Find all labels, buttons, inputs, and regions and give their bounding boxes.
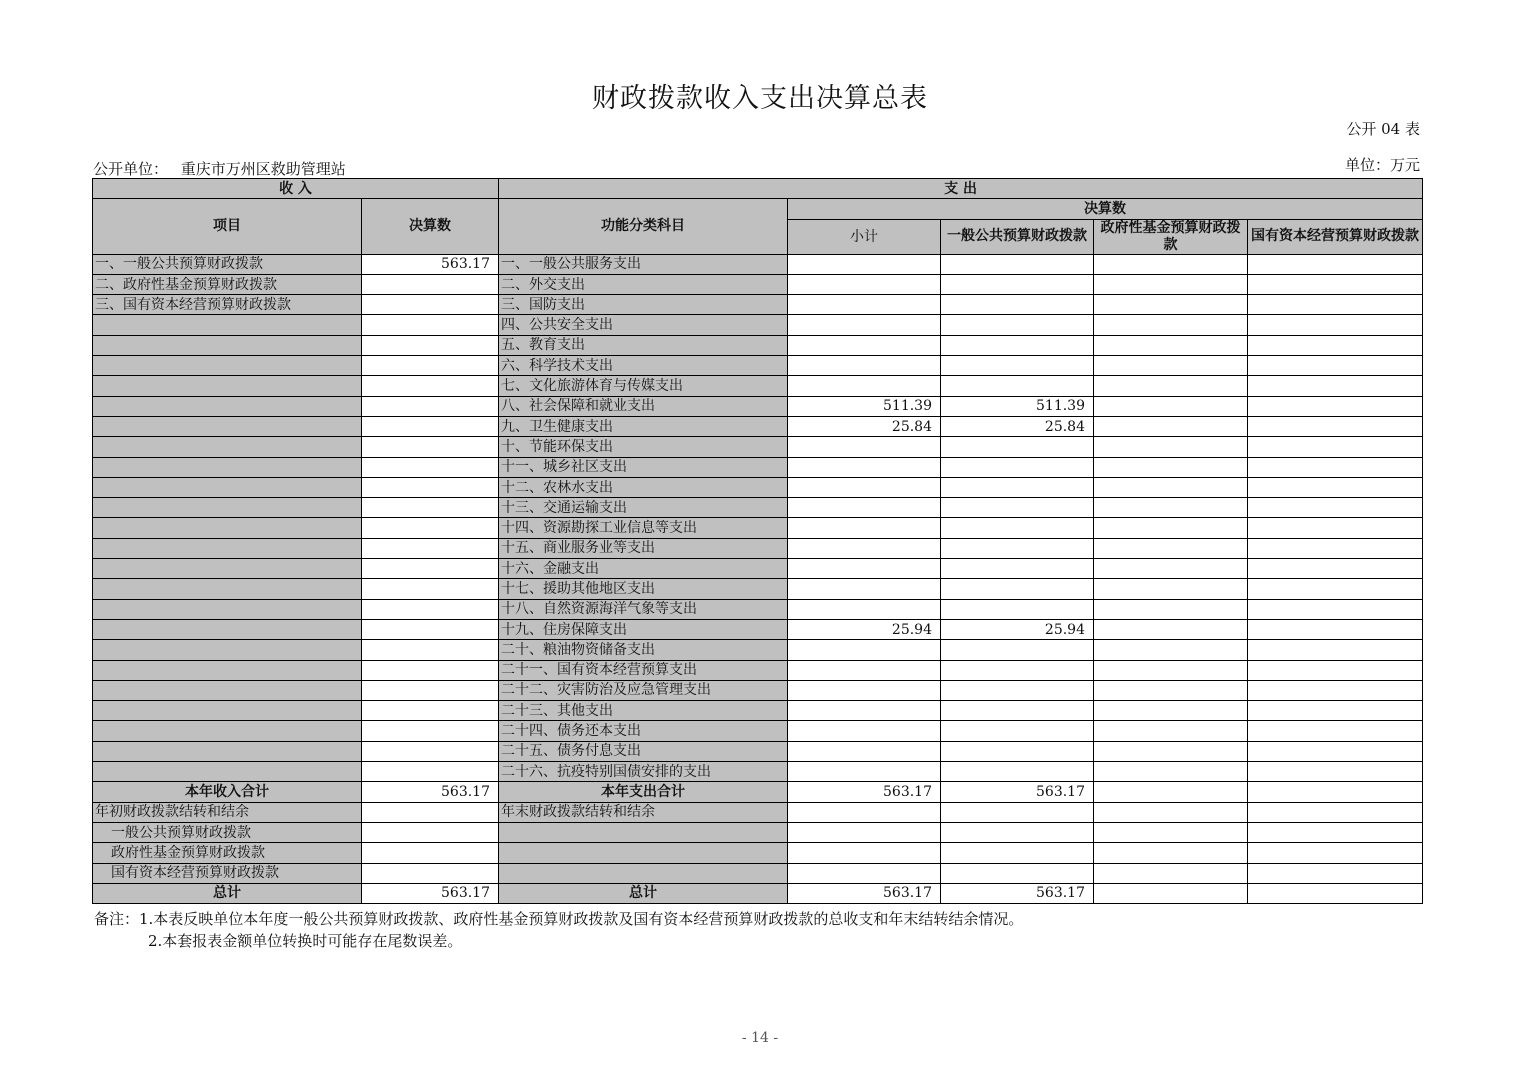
gov-fund-cell	[1094, 416, 1248, 436]
expense-item-cell: 二十一、国有资本经营预算支出	[499, 660, 788, 680]
expense-item-cell: 十七、援助其他地区支出	[499, 579, 788, 599]
soe-cell	[1248, 498, 1423, 518]
subtotal-cell	[788, 579, 941, 599]
gov-fund-cell	[1094, 538, 1248, 558]
gov-fund-cell	[1094, 701, 1248, 721]
table-row	[93, 579, 1423, 599]
subtotal-cell	[788, 559, 941, 579]
income-total-amount: 563.17	[362, 782, 499, 802]
gov-fund-cell	[1094, 295, 1248, 315]
soe-cell	[1248, 295, 1423, 315]
gov-fund-cell	[1094, 274, 1248, 294]
expense-item-cell: 十二、农林水支出	[499, 477, 788, 497]
income-amount-cell	[362, 599, 499, 619]
expense-amount-cell	[1094, 863, 1248, 883]
expense-item-cell: 十四、资源勘探工业信息等支出	[499, 518, 788, 538]
gen-budget-cell	[941, 741, 1094, 761]
gen-budget-cell	[941, 254, 1094, 274]
subtotal-cell	[788, 538, 941, 558]
gen-budget-cell: 563.17	[941, 883, 1094, 903]
gen-budget-cell: 25.94	[941, 619, 1094, 639]
expense-item-cell: 二十三、其他支出	[499, 701, 788, 721]
expense-item-cell: 七、文化旅游体育与传媒支出	[499, 376, 788, 396]
income-item-cell	[93, 437, 362, 457]
soe-cell	[1248, 457, 1423, 477]
income-amount-cell	[362, 863, 499, 883]
table-row	[93, 559, 1423, 579]
gen-budget-cell	[941, 477, 1094, 497]
subtotal-cell	[788, 721, 941, 741]
carry-sub-item: 国有资本经营预算财政拨款	[93, 863, 362, 883]
expense-item-cell	[499, 863, 788, 883]
income-item-cell	[93, 741, 362, 761]
carry-over-subrow	[93, 843, 1423, 863]
table-row	[93, 295, 1423, 315]
income-item-cell: 三、国有资本经营预算财政拨款	[93, 295, 362, 315]
subtotal-cell	[788, 437, 941, 457]
expense-amount-cell	[1094, 822, 1248, 842]
table-row	[93, 356, 1423, 376]
table-row	[93, 762, 1423, 782]
expense-amount-cell	[1248, 822, 1423, 842]
income-item-cell	[93, 376, 362, 396]
gov-fund-cell	[1094, 457, 1248, 477]
income-item-cell	[93, 335, 362, 355]
gen-budget-cell: 511.39	[941, 396, 1094, 416]
income-item-cell: 一、一般公共预算财政拨款	[93, 254, 362, 274]
soe-cell	[1248, 477, 1423, 497]
soe-cell	[1248, 396, 1423, 416]
table-row	[93, 498, 1423, 518]
gen-budget-cell	[941, 295, 1094, 315]
income-item-cell	[93, 660, 362, 680]
soe-cell	[1248, 640, 1423, 660]
subtotal-cell	[788, 701, 941, 721]
carry-over-subrow	[93, 863, 1423, 883]
gen-budget-cell	[941, 457, 1094, 477]
carry-over-row	[93, 802, 1423, 822]
soe-cell	[1248, 538, 1423, 558]
subtotal-cell	[788, 599, 941, 619]
table-row	[93, 376, 1423, 396]
note-2: 2.本套报表金额单位转换时可能存在尾数误差。	[148, 932, 463, 950]
expense-item-cell: 十六、金融支出	[499, 559, 788, 579]
expense-amount-cell	[1094, 802, 1248, 822]
expense-item-cell: 十一、城乡社区支出	[499, 457, 788, 477]
gen-budget-cell	[941, 599, 1094, 619]
expense-item-cell: 八、社会保障和就业支出	[499, 396, 788, 416]
gov-fund-cell	[1094, 518, 1248, 538]
gen-budget-cell: 563.17	[941, 782, 1094, 802]
final-amount-header: 决算数	[788, 199, 1423, 219]
income-item-cell	[93, 416, 362, 436]
expense-amount-cell	[941, 822, 1094, 842]
expense-amount-cell	[1248, 843, 1423, 863]
page-title: 财政拨款收入支出决算总表	[592, 83, 928, 114]
soe-cell	[1248, 518, 1423, 538]
subtotal-cell	[788, 640, 941, 660]
gen-budget-cell	[941, 660, 1094, 680]
table-row	[93, 721, 1423, 741]
subtotal-header: 小计	[788, 219, 941, 254]
income-item-cell	[93, 640, 362, 660]
gen-budget-cell	[941, 701, 1094, 721]
gov-fund-cell	[1094, 498, 1248, 518]
income-item-cell	[93, 356, 362, 376]
soe-cell	[1248, 335, 1423, 355]
table-row	[93, 274, 1423, 294]
income-item-cell	[93, 457, 362, 477]
soe-cell	[1248, 315, 1423, 335]
soe-cell	[1248, 660, 1423, 680]
table-row	[93, 457, 1423, 477]
table-row	[93, 437, 1423, 457]
gov-fund-cell	[1094, 437, 1248, 457]
expense-item-cell: 二、外交支出	[499, 274, 788, 294]
expense-total-label: 总计	[499, 883, 788, 903]
income-amount-cell	[362, 640, 499, 660]
income-amount-cell	[362, 680, 499, 700]
expense-item-cell: 二十六、抗疫特别国债安排的支出	[499, 762, 788, 782]
income-amount-cell	[362, 721, 499, 741]
expense-total-label: 本年支出合计	[499, 782, 788, 802]
expense-amount-cell	[788, 863, 941, 883]
table-row	[93, 477, 1423, 497]
table-row	[93, 660, 1423, 680]
notes	[94, 908, 1023, 952]
note-1: 备注：1.本表反映单位本年度一般公共预算财政拨款、政府性基金预算财政拨款及国有资本经营预算财政拨款的总收支和年末结转结余情况。	[94, 910, 1024, 928]
soe-cell	[1248, 701, 1423, 721]
subtotal-cell: 511.39	[788, 396, 941, 416]
subtotal-cell	[788, 254, 941, 274]
soe-cell	[1248, 356, 1423, 376]
income-item-cell	[93, 559, 362, 579]
expense-amount-cell	[788, 822, 941, 842]
expense-item-cell: 二十、粮油物资储备支出	[499, 640, 788, 660]
income-amount-cell	[362, 660, 499, 680]
table-row	[93, 599, 1423, 619]
table-row	[93, 619, 1423, 639]
expense-amount-cell	[941, 863, 1094, 883]
subtotal-cell: 25.84	[788, 416, 941, 436]
subtotal-cell	[788, 498, 941, 518]
gen-budget-cell	[941, 762, 1094, 782]
expense-item-cell: 五、教育支出	[499, 335, 788, 355]
soe-cell	[1248, 619, 1423, 639]
income-item-cell	[93, 579, 362, 599]
income-amount-cell	[362, 559, 499, 579]
amount-header: 决算数	[362, 199, 499, 254]
expense-amount-cell	[941, 843, 1094, 863]
expense-item-cell: 九、卫生健康支出	[499, 416, 788, 436]
gov-fund-cell	[1094, 356, 1248, 376]
soe-cell	[1248, 782, 1423, 802]
func-header: 功能分类科目	[499, 199, 788, 254]
subtotal-cell	[788, 680, 941, 700]
gen-budget-cell	[941, 274, 1094, 294]
form-number: 公开 04 表	[1346, 120, 1420, 138]
gov-fund-cell	[1094, 680, 1248, 700]
gen-budget-cell: 25.84	[941, 416, 1094, 436]
expense-item-cell: 十八、自然资源海洋气象等支出	[499, 599, 788, 619]
income-item-cell	[93, 680, 362, 700]
expense-item-cell: 十五、商业服务业等支出	[499, 538, 788, 558]
soe-cell	[1248, 376, 1423, 396]
gen-budget-cell	[941, 315, 1094, 335]
income-item-cell	[93, 538, 362, 558]
income-item-cell	[93, 477, 362, 497]
gen-budget-cell	[941, 721, 1094, 741]
table-row	[93, 315, 1423, 335]
table-row	[93, 741, 1423, 761]
unit-label: 公开单位：	[93, 160, 169, 178]
gov-fund-header: 政府性基金预算财政拨款	[1094, 219, 1248, 254]
gen-budget-cell	[941, 559, 1094, 579]
subtotal-cell	[788, 518, 941, 538]
expense-item-cell: 二十四、债务还本支出	[499, 721, 788, 741]
subtotal-cell	[788, 274, 941, 294]
subtotal-cell	[788, 660, 941, 680]
income-amount-cell	[362, 802, 499, 822]
item-header: 项目	[93, 199, 362, 254]
gen-budget-cell	[941, 579, 1094, 599]
subtotal-cell	[788, 762, 941, 782]
subtotal-cell	[788, 457, 941, 477]
subtotal-cell: 563.17	[788, 782, 941, 802]
expense-item-cell: 三、国防支出	[499, 295, 788, 315]
soe-cell	[1248, 762, 1423, 782]
table-row	[93, 538, 1423, 558]
expense-item-cell: 十三、交通运输支出	[499, 498, 788, 518]
income-amount-cell	[362, 335, 499, 355]
income-item-cell	[93, 599, 362, 619]
income-item-cell	[93, 498, 362, 518]
soe-cell	[1248, 680, 1423, 700]
gov-fund-cell	[1094, 721, 1248, 741]
expense-item-cell: 十九、住房保障支出	[499, 619, 788, 639]
income-item-cell	[93, 315, 362, 335]
gov-fund-cell	[1094, 782, 1248, 802]
gov-fund-cell	[1094, 477, 1248, 497]
gov-fund-cell	[1094, 335, 1248, 355]
soe-cell	[1248, 599, 1423, 619]
soe-header: 国有资本经营预算财政拨款	[1248, 219, 1423, 254]
expense-amount-cell	[1248, 863, 1423, 883]
carry-over-subrow	[93, 822, 1423, 842]
soe-cell	[1248, 274, 1423, 294]
soe-cell	[1248, 883, 1423, 903]
gov-fund-cell	[1094, 599, 1248, 619]
gen-budget-cell	[941, 356, 1094, 376]
income-item-cell	[93, 701, 362, 721]
expense-item-cell: 二十二、灾害防治及应急管理支出	[499, 680, 788, 700]
income-item-cell	[93, 762, 362, 782]
gov-fund-cell	[1094, 315, 1248, 335]
gen-budget-cell	[941, 335, 1094, 355]
page-number: - 14 -	[741, 1030, 779, 1046]
income-amount-cell	[362, 315, 499, 335]
income-amount-cell	[362, 477, 499, 497]
subtotal-cell	[788, 376, 941, 396]
income-item-cell	[93, 619, 362, 639]
soe-cell	[1248, 254, 1423, 274]
income-amount-cell	[362, 518, 499, 538]
gov-fund-cell	[1094, 883, 1248, 903]
gov-fund-cell	[1094, 640, 1248, 660]
table-row	[93, 680, 1423, 700]
currency-unit: 单位：万元	[1344, 156, 1420, 174]
opening-balance-label: 年初财政拨款结转和结余	[93, 802, 362, 822]
expense-header: 支 出	[499, 179, 1423, 199]
unit-name: 重庆市万州区救助管理站	[180, 160, 346, 178]
soe-cell	[1248, 579, 1423, 599]
gen-budget-cell	[941, 437, 1094, 457]
table-row	[93, 416, 1423, 436]
soe-cell	[1248, 437, 1423, 457]
carry-sub-item: 政府性基金预算财政拨款	[93, 843, 362, 863]
expense-item-cell	[499, 822, 788, 842]
carry-sub-item: 一般公共预算财政拨款	[93, 822, 362, 842]
income-amount-cell	[362, 356, 499, 376]
subtotal-cell	[788, 741, 941, 761]
expense-amount-cell	[788, 802, 941, 822]
income-amount-cell	[362, 822, 499, 842]
income-header: 收 入	[93, 179, 499, 199]
gen-budget-cell	[941, 680, 1094, 700]
subtotal-cell	[788, 295, 941, 315]
gen-budget-header: 一般公共预算财政拨款	[941, 219, 1094, 254]
income-amount-cell	[362, 619, 499, 639]
subtotal-cell: 25.94	[788, 619, 941, 639]
subtotal-cell	[788, 335, 941, 355]
expense-amount-cell	[941, 802, 1094, 822]
income-amount-cell	[362, 538, 499, 558]
expense-item-cell: 二十五、债务付息支出	[499, 741, 788, 761]
table-row	[93, 335, 1423, 355]
expense-item-cell	[499, 843, 788, 863]
income-amount-cell	[362, 701, 499, 721]
income-total-label: 本年收入合计	[93, 782, 362, 802]
gen-budget-cell	[941, 640, 1094, 660]
expense-amount-cell	[1248, 802, 1423, 822]
expense-item-cell: 十、节能环保支出	[499, 437, 788, 457]
subtotal-cell	[788, 356, 941, 376]
expense-item-cell: 一、一般公共服务支出	[499, 254, 788, 274]
gen-budget-cell	[941, 518, 1094, 538]
income-item-cell: 二、政府性基金预算财政拨款	[93, 274, 362, 294]
table-row	[93, 396, 1423, 416]
income-amount-cell	[362, 579, 499, 599]
income-item-cell	[93, 721, 362, 741]
table-row	[93, 701, 1423, 721]
gov-fund-cell	[1094, 559, 1248, 579]
gov-fund-cell	[1094, 579, 1248, 599]
expense-amount-cell	[1094, 843, 1248, 863]
gen-budget-cell	[941, 498, 1094, 518]
income-item-cell	[93, 518, 362, 538]
grand-total-row	[93, 883, 1423, 903]
gen-budget-cell	[941, 538, 1094, 558]
income-total-label: 总计	[93, 883, 362, 903]
expense-item-cell: 六、科学技术支出	[499, 356, 788, 376]
gov-fund-cell	[1094, 619, 1248, 639]
table-row	[93, 640, 1423, 660]
gov-fund-cell	[1094, 762, 1248, 782]
closing-balance-label: 年末财政拨款结转和结余	[499, 802, 788, 822]
income-amount-cell	[362, 396, 499, 416]
gov-fund-cell	[1094, 254, 1248, 274]
income-amount-cell	[362, 498, 499, 518]
income-amount-cell	[362, 741, 499, 761]
subtotal-cell: 563.17	[788, 883, 941, 903]
income-item-cell	[93, 396, 362, 416]
income-amount-cell	[362, 376, 499, 396]
budget-table	[92, 178, 1423, 904]
income-amount-cell	[362, 295, 499, 315]
income-amount-cell	[362, 274, 499, 294]
income-amount-cell	[362, 457, 499, 477]
gen-budget-cell	[941, 376, 1094, 396]
soe-cell	[1248, 559, 1423, 579]
table-row	[93, 518, 1423, 538]
income-amount-cell	[362, 762, 499, 782]
soe-cell	[1248, 416, 1423, 436]
expense-item-cell: 四、公共安全支出	[499, 315, 788, 335]
subtotal-cell	[788, 315, 941, 335]
income-total-amount: 563.17	[362, 883, 499, 903]
gov-fund-cell	[1094, 660, 1248, 680]
soe-cell	[1248, 721, 1423, 741]
income-amount-cell	[362, 843, 499, 863]
soe-cell	[1248, 741, 1423, 761]
subtotal-cell	[788, 477, 941, 497]
table-row	[93, 254, 1423, 274]
income-amount-cell: 563.17	[362, 254, 499, 274]
income-amount-cell	[362, 416, 499, 436]
expense-amount-cell	[788, 843, 941, 863]
year-total-row	[93, 782, 1423, 802]
gov-fund-cell	[1094, 396, 1248, 416]
income-amount-cell	[362, 437, 499, 457]
gov-fund-cell	[1094, 741, 1248, 761]
reporting-unit	[93, 158, 346, 179]
gov-fund-cell	[1094, 376, 1248, 396]
